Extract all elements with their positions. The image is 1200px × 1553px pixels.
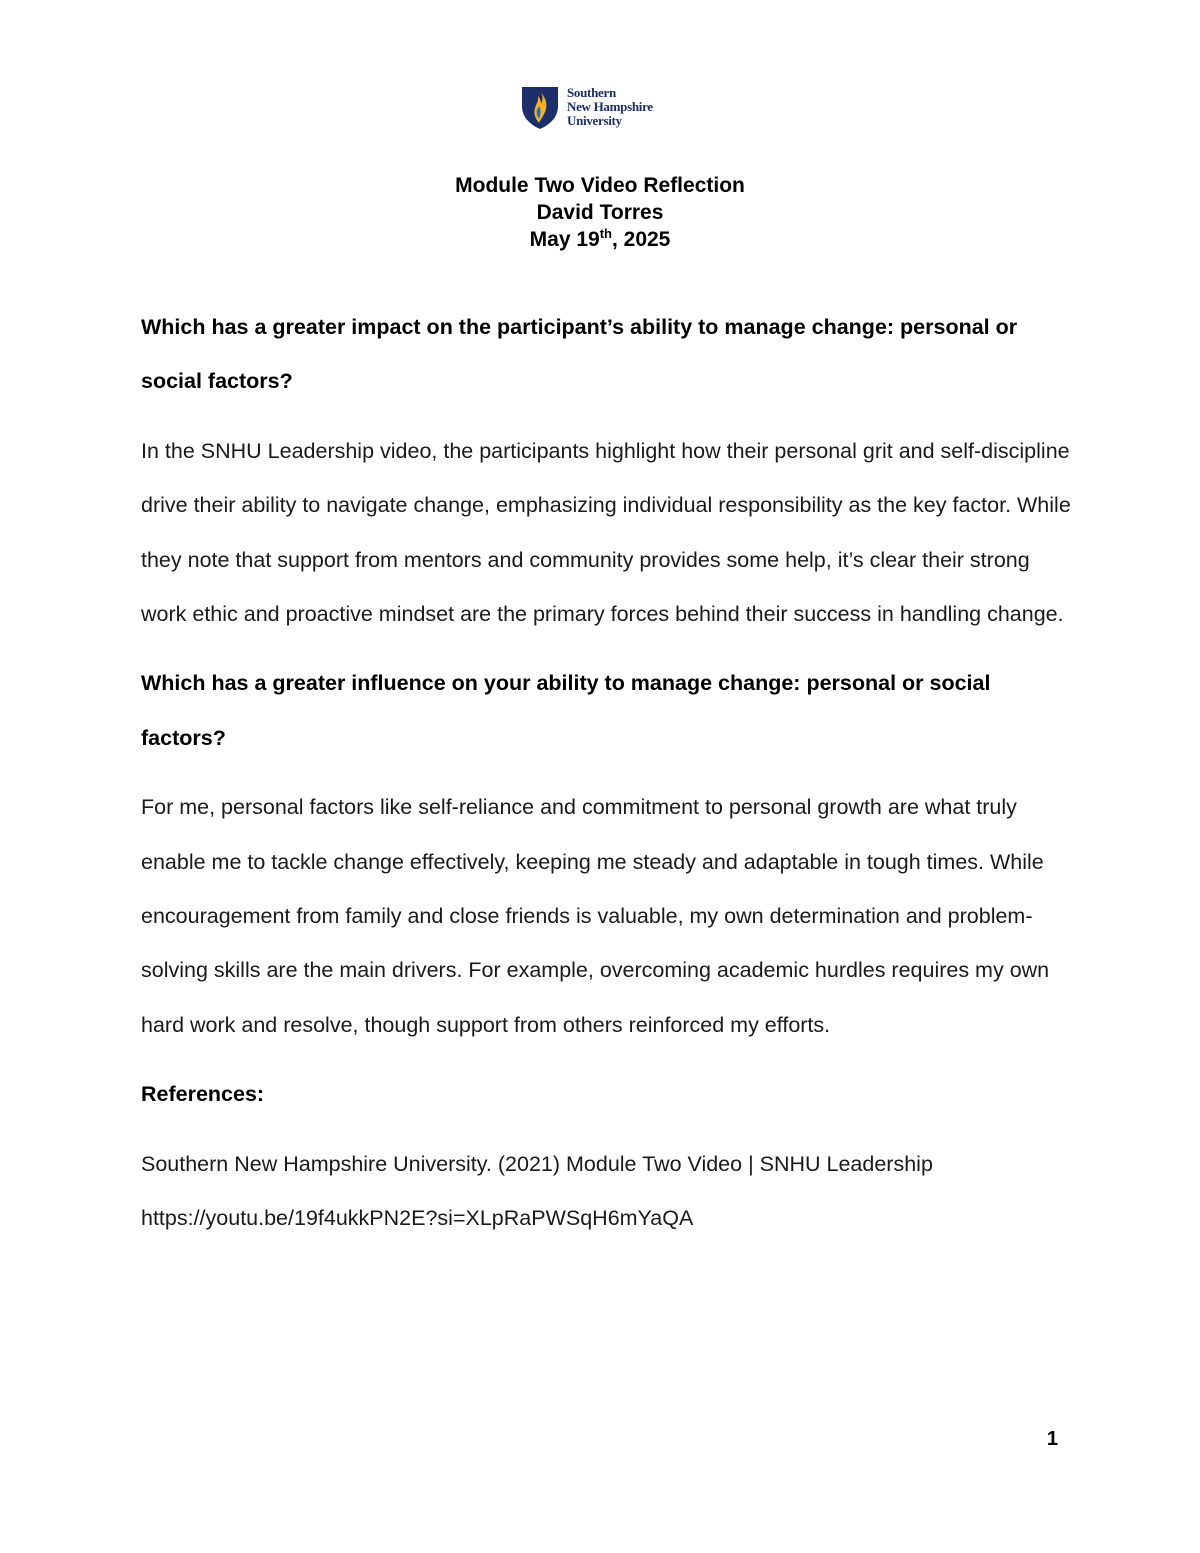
reference-url: https://youtu.be/19f4ukkPN2E?si=XLpRaPWSqH6mYaQA xyxy=(141,1206,694,1231)
question-1: Which has a greater impact on the participant’s ability to manage change: personal or social factors? xyxy=(141,315,1018,394)
author-name: David Torres xyxy=(536,201,664,224)
date-suffix: , 2025 xyxy=(611,228,671,251)
document-title: Module Two Video Reflection xyxy=(455,174,745,197)
title-block xyxy=(0,172,1200,253)
reference-citation: Southern New Hampshire University. (2021) Module Two Video | SNHU Leadership xyxy=(141,1151,933,1176)
answer-2: For me, personal factors like self-reliance and commitment to personal growth are what truly enable me to tackle change effectively, keeping me steady and adaptable in tough times. While encouragement from family and close friends is valuable, my own determination and problem-solving skills are the main drivers. For example, overcoming academic hurdles requires my own hard work and resolve, though support from others reinforced my efforts. xyxy=(141,795,1050,1037)
logo-line-3: University xyxy=(567,113,622,128)
document-date xyxy=(0,226,1200,253)
date-superscript: th xyxy=(599,226,612,241)
logo-line-2: New Hampshire xyxy=(567,99,653,114)
university-logo xyxy=(521,84,681,132)
logo-wordmark xyxy=(567,86,653,128)
page-number: 1 xyxy=(1046,1428,1058,1450)
date-prefix: May 19 xyxy=(529,228,600,251)
flame-shield-icon xyxy=(521,86,559,130)
logo-line-1: Southern xyxy=(567,85,616,100)
answer-1: In the SNHU Leadership video, the participants highlight how their personal grit and self-discipline drive their ability to navigate change, emphasizing individual responsibility as the key factor. While they note that support from mentors and community provides some help, it’s clear their strong work ethic and proactive mindset are the primary forces behind their success in handling change. xyxy=(141,438,1071,627)
references-heading: References: xyxy=(141,1082,265,1107)
question-2: Which has a greater influence on your ability to manage change: personal or social factors? xyxy=(141,671,991,750)
document-body xyxy=(141,300,1071,1246)
